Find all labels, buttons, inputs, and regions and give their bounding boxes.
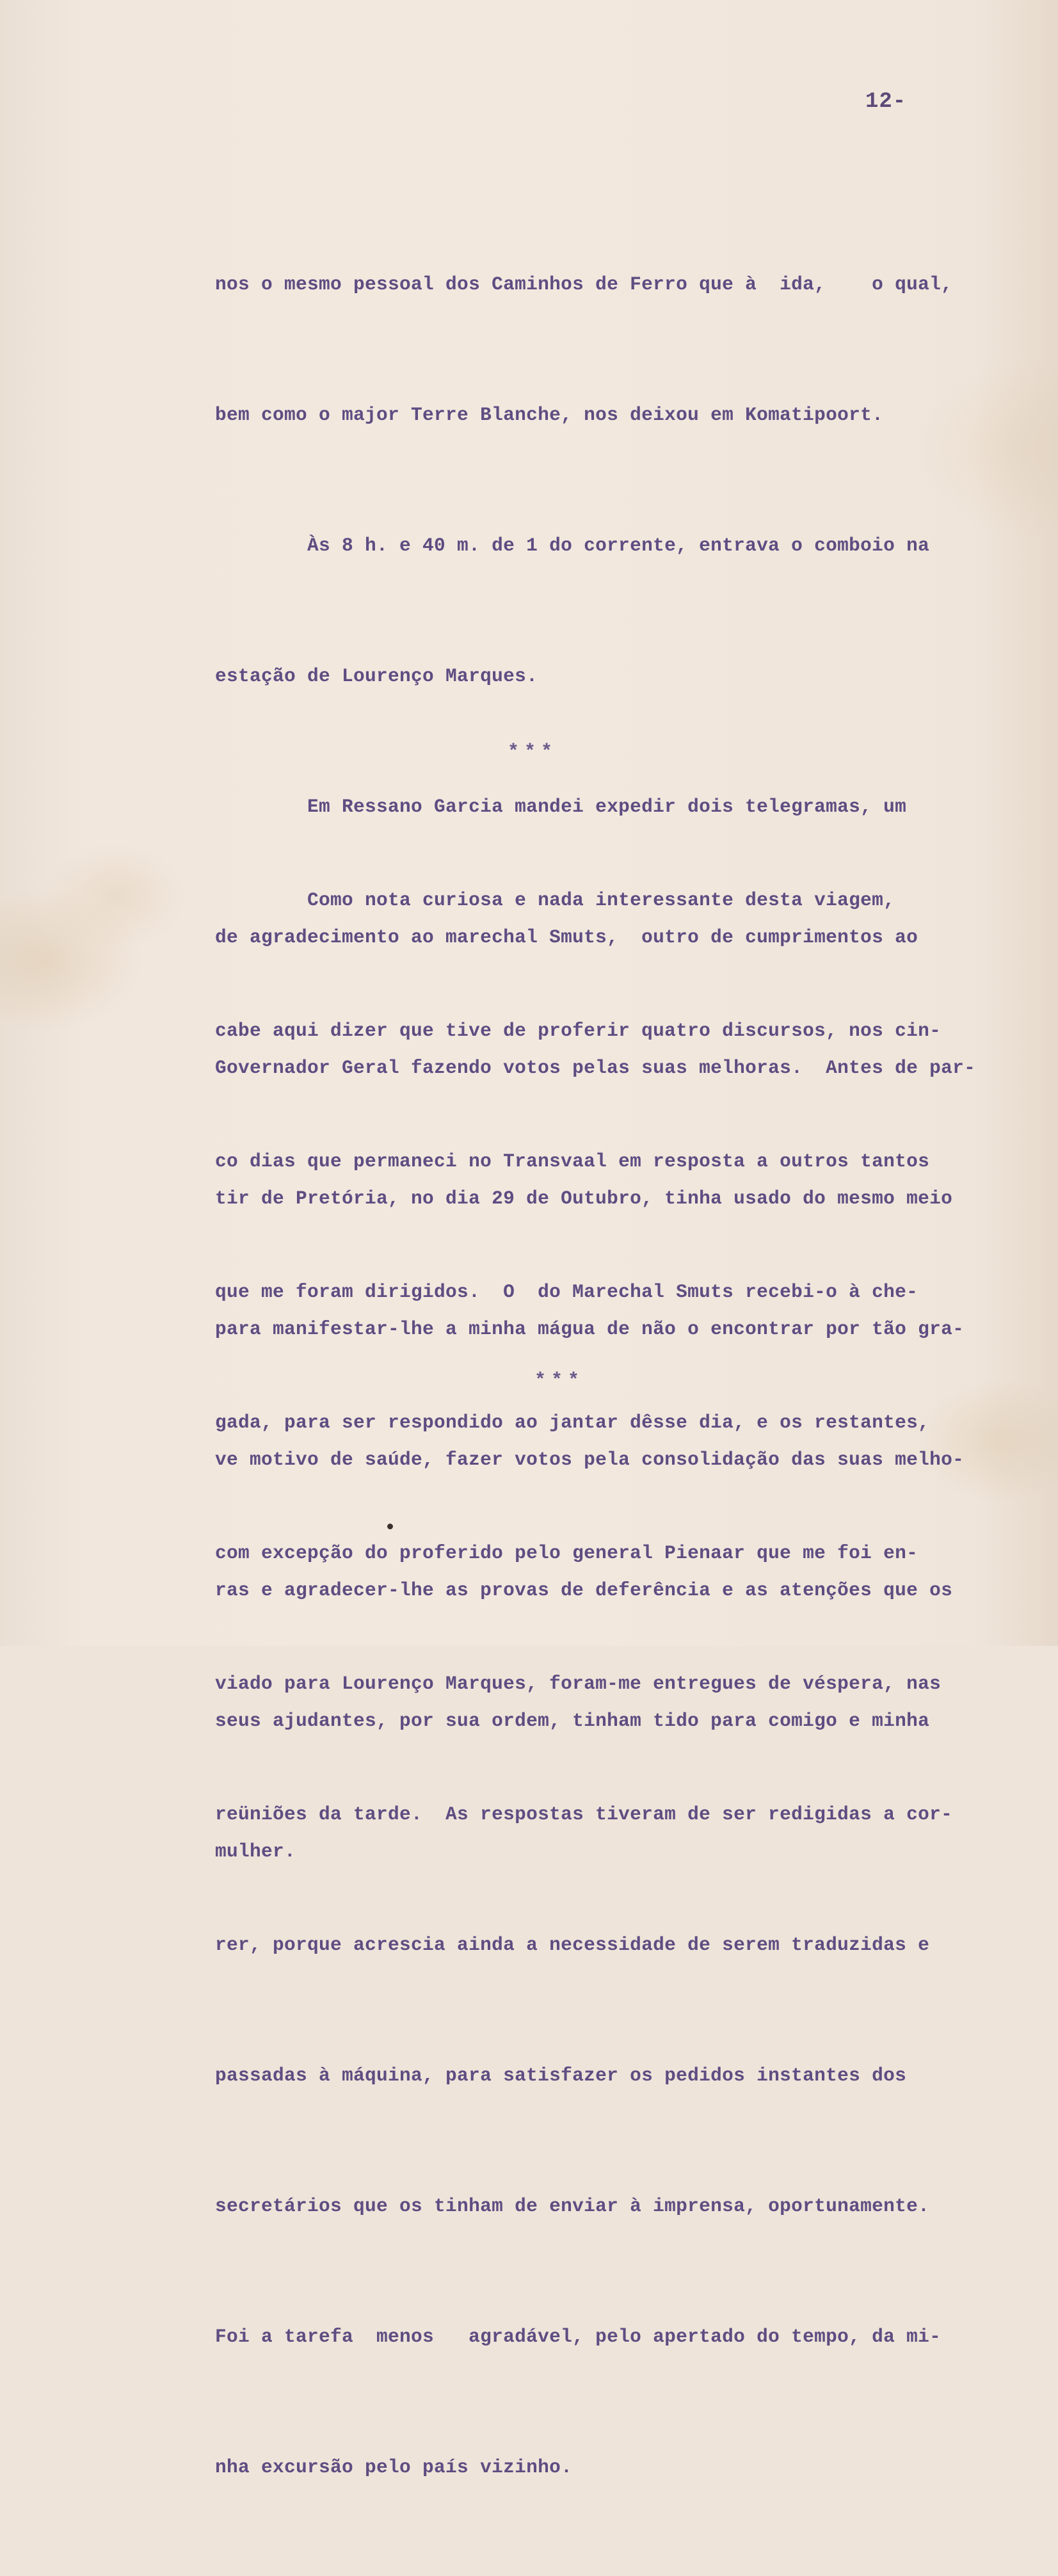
text-line: rer, porque acrescia ainda a necessidade de serem traduzidas e — [215, 1934, 930, 1956]
text-line: para manifestar-lhe a minha mágua de não o encontrar por tão gra- — [215, 1318, 965, 1340]
text-line: ve motivo de saúde, fazer votos pela consolidação das suas melho- — [215, 1449, 965, 1470]
text-line: nha excursão pelo país vizinho. — [215, 2456, 573, 2478]
text-line: mulher. — [215, 1840, 296, 1862]
text-line: nos o mesmo pessoal dos Caminhos de Ferro que à ida, o qual, — [215, 273, 953, 295]
text-line: estação de Lourenço Marques. — [215, 665, 538, 687]
text-line: com excepção do proferido pelo general Pienaar que me foi en- — [215, 1542, 918, 1564]
text-line: passadas à máquina, para satisfazer os pedidos instantes dos — [215, 2065, 907, 2086]
text-line: secretários que os tinham de enviar à imprensa, oportunamente. — [215, 2195, 930, 2217]
text-line: tir de Pretória, no dia 29 de Outubro, tinha usado do mesmo meio — [215, 1187, 953, 1209]
text-line: Às 8 h. e 40 m. de 1 do corrente, entrava o comboio na — [215, 535, 930, 556]
text-line: bem como o major Terre Blanche, nos deixou em Komatipoort. — [215, 404, 884, 426]
text-line: que me foram dirigidos. O do Marechal Smuts recebi-o à che- — [215, 1281, 918, 1303]
text-line: de agradecimento ao marechal Smuts, outro de cumprimentos ao — [215, 926, 918, 948]
text-line: reüniões da tarde. As respostas tiveram de ser redigidas a cor- — [215, 1803, 953, 1825]
section-separator: *** — [534, 1370, 585, 1392]
text-line: Foi a tarefa menos agradável, pelo apertado do tempo, da mi- — [215, 2326, 942, 2347]
text-line: Em Ressano Garcia mandei expedir dois telegramas, um — [215, 796, 907, 817]
ink-dot — [387, 1524, 393, 1529]
text-line: viado para Lourenço Marques, foram-me entregues de véspera, nas — [215, 1673, 942, 1695]
text-line: Governador Geral fazendo votos pelas suas melhoras. Antes de par- — [215, 1057, 976, 1079]
text-line: seus ajudantes, por sua ordem, tinham tido para comigo e minha — [215, 1710, 930, 1732]
section-separator: *** — [508, 741, 558, 763]
text-line: ras e agradecer-lhe as provas de deferência e as atenções que os — [215, 1579, 953, 1601]
page-number: 12- — [865, 90, 907, 114]
text-line: cabe aqui dizer que tive de proferir quatro discursos, nos cin- — [215, 1020, 942, 1042]
text-line: Como nota curiosa e nada interessante desta viagem, — [215, 889, 895, 911]
text-line: co dias que permaneci no Transvaal em resposta a outros tantos — [215, 1150, 930, 1172]
text-line: gada, para ser respondido ao jantar dêsse dia, e os restantes, — [215, 1412, 930, 1433]
paragraph-block-2 — [215, 791, 1047, 2576]
